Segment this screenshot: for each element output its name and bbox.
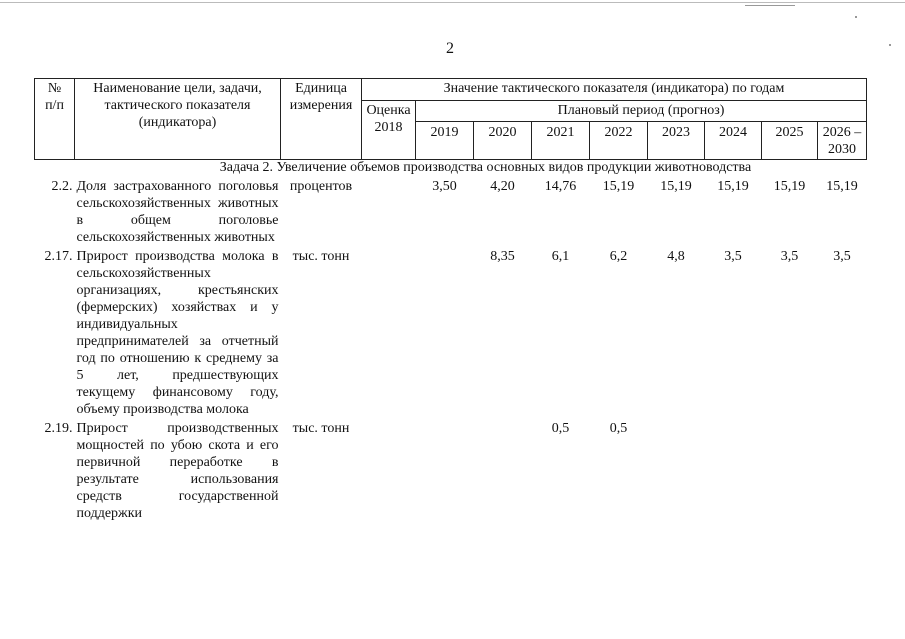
value-cell: 15,19 (826, 179, 858, 194)
value-cell (818, 418, 867, 522)
row-number: 2.19. (44, 421, 73, 436)
value-cell: 8,35 (490, 249, 515, 264)
value-cell: 15,19 (773, 179, 806, 194)
header-plan: Плановый период (прогноз) (416, 101, 867, 122)
value-cell: 15,19 (602, 179, 635, 194)
header-year: 2023 (648, 122, 705, 160)
scan-edge-line (0, 2, 905, 3)
table-row (35, 246, 867, 418)
header-year: 2019 (416, 122, 474, 160)
scan-speck (889, 44, 891, 46)
value-cell (474, 418, 532, 522)
header-year: 2020 (474, 122, 532, 160)
table-row (35, 418, 867, 522)
header-year: 2025 (762, 122, 818, 160)
indicator-name: Прирост производства молока в сельскохозяйственных организациях, крестьянских (фермерских) хозяйствах и у индивидуальных предпринимателей за отчетный год по отношению к среднему за 5 лет, предшествующих текущему финансовому году, объему производства молока (76, 249, 279, 417)
value-cell (705, 418, 762, 522)
scan-speck (855, 16, 857, 18)
task-heading: Задача 2. Увеличение объемов производства основных видов продукции животноводства (219, 160, 752, 175)
value-cell: 14,76 (544, 179, 577, 194)
estimate-cell (362, 246, 416, 418)
header-unit: Единица измерения (281, 79, 362, 160)
indicators-table (34, 78, 867, 522)
header-name: Наименование цели, задачи, тактического показателя (индикатора) (75, 79, 281, 160)
value-cell: 0,5 (551, 421, 570, 436)
indicator-name: Прирост производственных мощностей по убою скота и его первичной переработке в результате использования средств государственной поддержки (76, 421, 279, 521)
unit-cell: тыс. тонн (292, 249, 350, 264)
value-cell: 0,5 (609, 421, 628, 436)
unit-cell: процентов (289, 179, 353, 194)
header-year: 2022 (590, 122, 648, 160)
row-number: 2.2. (51, 179, 73, 194)
value-cell: 4,20 (490, 179, 515, 194)
value-cell (416, 246, 474, 418)
row-number: 2.17. (44, 249, 73, 264)
header-year: 2021 (532, 122, 590, 160)
indicator-name: Доля застрахованного поголовья сельскохозяйственных животных в общем поголовье сельскохозяйственных животных (76, 179, 279, 245)
value-cell: 3,5 (833, 249, 851, 264)
estimate-cell (362, 418, 416, 522)
value-cell: 6,1 (551, 249, 570, 264)
header-year: 2026 – 2030 (818, 122, 867, 160)
unit-cell: тыс. тонн (292, 421, 350, 436)
value-cell: 15,19 (660, 179, 692, 194)
page-number: 2 (446, 40, 454, 57)
value-cell: 6,2 (609, 249, 628, 264)
value-cell: 3,50 (432, 179, 457, 194)
value-cell: 3,5 (780, 249, 799, 264)
scan-edge-line (745, 5, 795, 6)
estimate-cell (362, 176, 416, 246)
value-cell (762, 418, 818, 522)
value-cell: 15,19 (717, 179, 749, 194)
value-cell: 3,5 (724, 249, 742, 264)
value-cell (648, 418, 705, 522)
header-values: Значение тактического показателя (индикатора) по годам (362, 79, 867, 101)
value-cell: 4,8 (667, 249, 685, 264)
header-year: 2024 (705, 122, 762, 160)
header-num: № п/п (35, 79, 75, 160)
value-cell (416, 418, 474, 522)
table-row (35, 176, 867, 246)
header-estimate: Оценка 2018 (362, 101, 416, 160)
